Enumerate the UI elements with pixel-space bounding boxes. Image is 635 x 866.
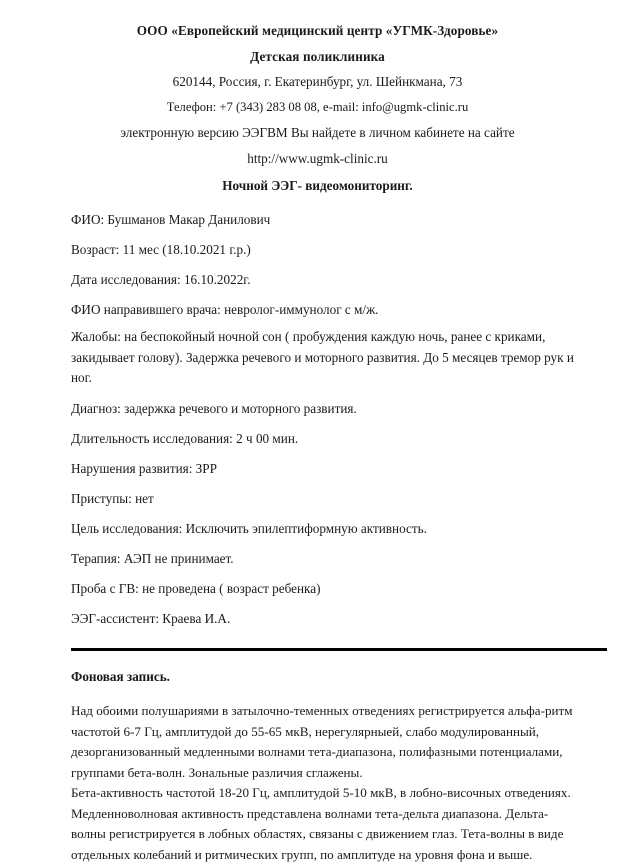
clinic-contacts: Телефон: +7 (343) 283 08 08, e-mail: info@ugmk-clinic.ru (166, 99, 469, 114)
field-duration: Длительность исследования: 2 ч 00 мин. (71, 430, 299, 446)
field-complaints: Жалобы: на беспокойный ночной сон ( пробуждения каждую ночь, ранее с криками, закидывает голову). Задержка речевого и моторного развития. До 5 месяцев тремор рук и ног. (71, 329, 574, 385)
background-record-section (71, 667, 607, 866)
field-seizures: Приступы: нет (71, 490, 154, 506)
field-age: Возраст: 11 мес (18.10.2021 г.р.) (71, 242, 251, 257)
background-record-paragraph-2: Бета-активность частотой 18-20 Гц, амплитудой 5-10 мкВ, в лобно-височных отведениях. Медленноволновая активность представлена волнами тета-дельта диапазона. Дельта-волны регистрируется в лобных областях, связаны с движением глаз. Тета-волны в виде отдельных колебаний и ритмических групп, по амплитуде на уровня фона и выше. (71, 785, 571, 863)
background-record-heading: Фоновая запись. (71, 668, 170, 684)
section-divider (71, 648, 607, 651)
field-therapy: Терапия: АЭП не принимает. (71, 550, 234, 566)
department-name: Детская поликлиника (250, 48, 385, 64)
field-patient-name: ФИО: Бушманов Макар Данилович (71, 212, 271, 227)
field-referring-doctor: ФИО направившего врача: невролог-иммунолог с м/ж. (71, 302, 379, 317)
field-developmental-disorders: Нарушения развития: ЗРР (71, 460, 217, 476)
background-record-paragraph-1: Над обоими полушариями в затылочно-теменных отведениях регистрируется альфа-ритм частотой 6-7 Гц, амплитудой до 55-65 мкВ, нерегулярныей, слабо модулированный, дезорганизованный медленными волнами тета-диапазона, полифазными потенциалами, группами бета-волн. Зональные различия сглажены. (71, 702, 573, 780)
field-eeg-assistant: ЭЭГ-ассистент: Краева И.А. (71, 610, 231, 626)
clinic-address: 620144, Россия, г. Екатеринбург, ул. Шейнкмана, 73 (172, 74, 463, 89)
field-diagnosis: Диагноз: задержка речевого и моторного развития. (71, 400, 357, 416)
field-study-date: Дата исследования: 16.10.2022г. (71, 272, 251, 287)
portal-note: электронную версию ЭЭГВМ Вы найдете в личном кабинете на сайте (120, 125, 515, 140)
patient-fields (71, 207, 607, 631)
clinic-website: http://www.ugmk-clinic.ru (247, 150, 388, 166)
field-hv-test: Проба с ГВ: не проведена ( возраст ребенка) (71, 580, 321, 596)
page-title: Ночной ЭЭГ- видеомониторинг. (222, 178, 413, 193)
field-study-goal: Цель исследования: Исключить эпилептиформную активность. (71, 520, 427, 536)
organization-name: ООО «Европейский медицинский центр «УГМК-Здоровье» (136, 23, 499, 38)
letterhead (71, 18, 607, 171)
